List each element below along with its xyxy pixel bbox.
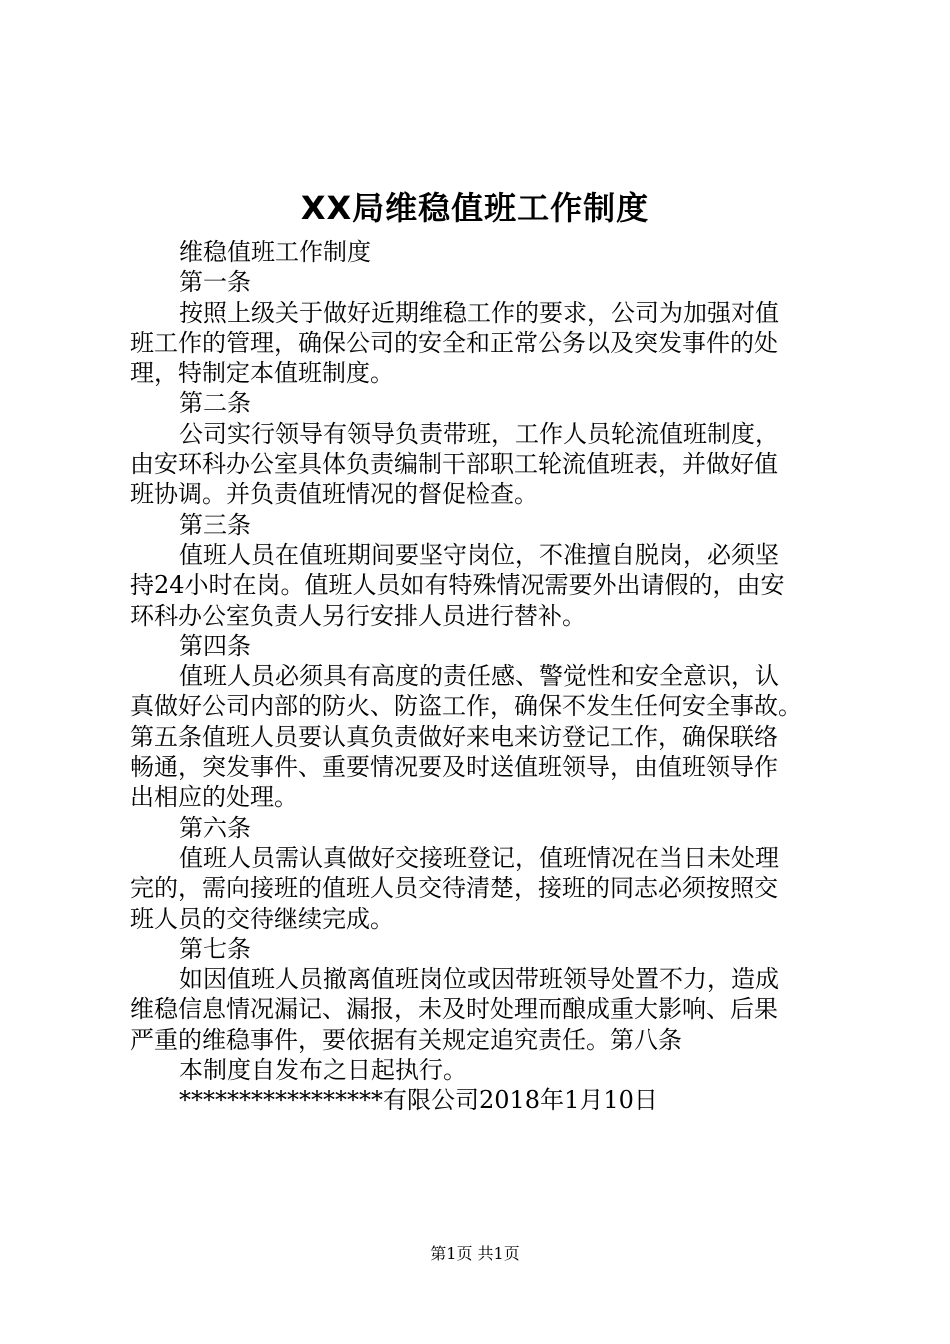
body-line: 值班人员需认真做好交接班登记，值班情况在当日未处理 <box>179 843 779 872</box>
body-line: 由安环科办公室具体负责编制干部职工轮流值班表，并做好值 <box>130 450 778 479</box>
body-line: *****************有限公司2018年1月10日 <box>179 1086 658 1115</box>
body-line: 真做好公司内部的防火、防盗工作，确保不发生任何安全事故。 <box>130 692 802 721</box>
body-line: 班协调。并负责值班情况的督促检查。 <box>130 480 538 509</box>
body-line: 本制度自发布之日起执行。 <box>179 1056 467 1085</box>
document-title: XX局维稳值班工作制度 <box>300 189 650 227</box>
body-line: 持24小时在岗。值班人员如有特殊情况需要外出请假的，由安 <box>130 571 785 600</box>
body-line: 严重的维稳事件，要依据有关规定追究责任。第八条 <box>130 1025 682 1054</box>
body-line: 第一条 <box>179 268 251 297</box>
body-line: 维稳值班工作制度 <box>179 238 371 266</box>
body-line: 完的，需向接班的值班人员交待清楚，接班的同志必须按照交 <box>130 874 778 903</box>
body-line: 值班人员在值班期间要坚守岗位，不准擅自脱岗，必须坚 <box>179 540 779 569</box>
body-line: 第六条 <box>179 813 251 842</box>
body-line: 出相应的处理。 <box>130 783 298 812</box>
body-line: 环科办公室负责人另行安排人员进行替补。 <box>130 601 586 630</box>
page-footer: 第1页 共1页 <box>430 1244 520 1263</box>
body-line: 维稳信息情况漏记、漏报，未及时处理而酿成重大影响、后果 <box>130 995 778 1024</box>
body-line: 班人员的交待继续完成。 <box>130 904 394 933</box>
document-body <box>130 237 842 1116</box>
body-line: 班工作的管理，确保公司的安全和正常公务以及突发事件的处 <box>130 328 778 357</box>
body-line: 按照上级关于做好近期维稳工作的要求，公司为加强对值 <box>179 298 779 327</box>
body-line: 如因值班人员撤离值班岗位或因带班领导处置不力，造成 <box>179 965 779 994</box>
body-line: 第七条 <box>179 934 251 963</box>
body-line: 公司实行领导有领导负责带班，工作人员轮流值班制度， <box>179 419 779 448</box>
body-line: 值班人员必须具有高度的责任感、警觉性和安全意识，认 <box>179 662 779 691</box>
body-line: 第五条值班人员要认真负责做好来电来访登记工作，确保联络 <box>130 722 778 751</box>
body-line: 理，特制定本值班制度。 <box>130 359 394 388</box>
body-line: 第三条 <box>179 510 251 539</box>
body-line: 畅通，突发事件、重要情况要及时送值班领导，由值班领导作 <box>130 753 778 782</box>
body-line: 第四条 <box>179 631 251 660</box>
body-line: 第二条 <box>179 389 251 418</box>
